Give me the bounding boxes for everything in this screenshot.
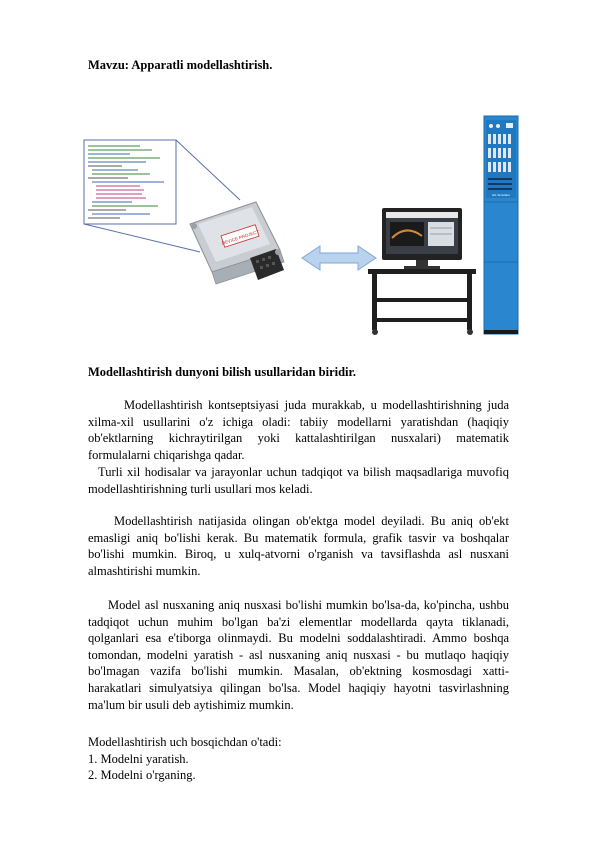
page-title: Mavzu: Apparatli modellashtirish. bbox=[88, 58, 273, 72]
connector-line bbox=[84, 224, 200, 252]
rack-label: HIL Simulator bbox=[491, 193, 511, 197]
paragraph-4: Model asl nusxaning aniq nusxasi bo'lishi mumkin bo'lsa-da, ko'pincha, ushbu tadqiqot uchun muhim bo'lgan ba'zi elementlar modellarda qayta tiklanadi, qolganlari esa e'tiborga olinmaydi. Bu modelni soddalashtiradi. Ammo boshqa tomondan, modelni yaratish - asl nusxaning aniq nusxasi - bu mutlaqo haqiqiy bo'lmagan vazifa bo'lishi mumkin. Masalan, ob'ektning kosmosdagi xatti-harakatlari simulyatsiya qilingan bo'lsa. Model haqiqiy hayotni tasvirlashning ma'lum bir usuli deb aytishimiz mumkin. bbox=[88, 598, 509, 712]
paragraph-1: Modellashtirish kontseptsiyasi juda murakkab, u modellashtirishning juda xilma-xil usullarini o'z ichiga oladi: tabiiy modellarni yaratishdan (haqiqiy ob'ektlarning kichraytirilgan yoki kattalashtirilgan nusxalari) matematik formulalarni chiqarishga qadar. bbox=[88, 398, 509, 462]
pc-workstation-image bbox=[368, 208, 476, 335]
hil-simulator-rack-image bbox=[484, 116, 518, 334]
ecu-device-image bbox=[190, 202, 284, 284]
code-listing-image bbox=[84, 140, 176, 224]
list-intro: Modellashtirish uch bosqichdan o'tadi: bbox=[88, 735, 282, 749]
section-heading: Modellashtirish dunyoni bilish usullaridan biridir. bbox=[88, 365, 357, 379]
hardware-modeling-figure bbox=[80, 112, 520, 338]
bidirectional-arrow-icon bbox=[302, 246, 376, 270]
list-item: 1. Modelni yaratish. bbox=[88, 752, 189, 766]
list-item: 2. Modelni o'rganing. bbox=[88, 768, 196, 782]
ecu-label: DEVICE PROJECT bbox=[221, 229, 260, 246]
connector-line bbox=[176, 140, 240, 200]
paragraph-2: Turli xil hodisalar va jarayonlar uchun tadqiqot va bilish maqsadlariga muvofiq modellashtirishning turli usullari mos keladi. bbox=[88, 465, 509, 496]
paragraph-3: Modellashtirish natijasida olingan ob'ektga model deyiladi. Bu aniq ob'ekt emasligi aniq bo'lishi kerak. Bu matematik formula, grafik tasvir va boshqalar bo'lishi mumkin. Biroq, u xulq-atvorni o'rganish va tavsiflashda asl nusxani almashtirishi mumkin. bbox=[88, 514, 509, 578]
